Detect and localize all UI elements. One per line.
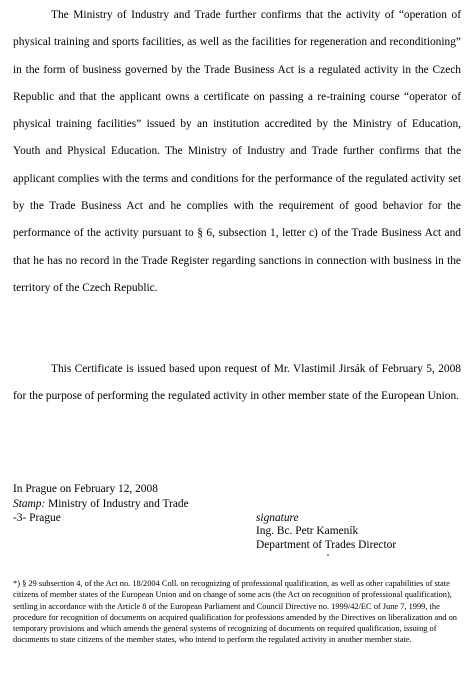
signatory-title: Department of Trades Director [256,539,397,551]
scan-speck [327,554,329,556]
footnote: *) § 29 subsection 4, of the Act no. 18/2004 Coll. on recognizing of professional qualification, as well as other capabilities of state citizens of member states of the European Union and on change of some acts (the Act on recognition of professional qualification), settling in accordance with the Article 8 of the European Parliament and Council Directive no. 1999/42/EC of June 7, 1999, the procedure for recognition of documents on acquired qualification for professions amended by the Directives on liberalization and on temporary provisions and which amends the general systems of recognizing of documents on required qualification, issuing of documents to state citizens of the member states, who intend to perform the regulated activity in another member state. [13,579,457,645]
issuance-text: This Certificate is issued based upon request of Mr. Vlastimil Jirsák of February 5, 2008 for the purpose of performing the regulated activity in other member state of the European Union. [13,363,461,403]
signatory-name: Ing. Bc. Petr Kameník [256,525,359,537]
stamp-city: -3- Prague [13,512,61,524]
stamp-label: Stamp: [13,498,46,510]
signature-label: signature [256,512,299,524]
issuance-paragraph [13,356,461,411]
stamp-text: Ministry of Industry and Trade [48,498,189,510]
place-and-date: In Prague on February 12, 2008 [13,483,158,495]
confirmation-text: The Ministry of Industry and Trade further confirms that the activity of “operation of physical training and sports facilities, as well as the facilities for regeneration and reconditioning” in the form of business governed by the Trade Business Act is a regulated activity in the Czech Republic and that the applicant owns a certificate on passing a re-training course “operator of physical training facilities” issued by an institution accredited by the Ministry of Education, Youth and Physical Education. The Ministry of Industry and Trade further confirms that the applicant complies with the terms and conditions for the performance of the regulated activity set by the Trade Business Act and he complies with the requirement of good behavior for the performance of the activity pursuant to § 6, subsection 1, letter c) of the Trade Business Act and that he has no record in the Trade Register regarding sanctions in connection with business in the territory of the Czech Republic. [13,9,461,294]
confirmation-paragraph [13,2,461,302]
stamp-line [13,497,189,511]
